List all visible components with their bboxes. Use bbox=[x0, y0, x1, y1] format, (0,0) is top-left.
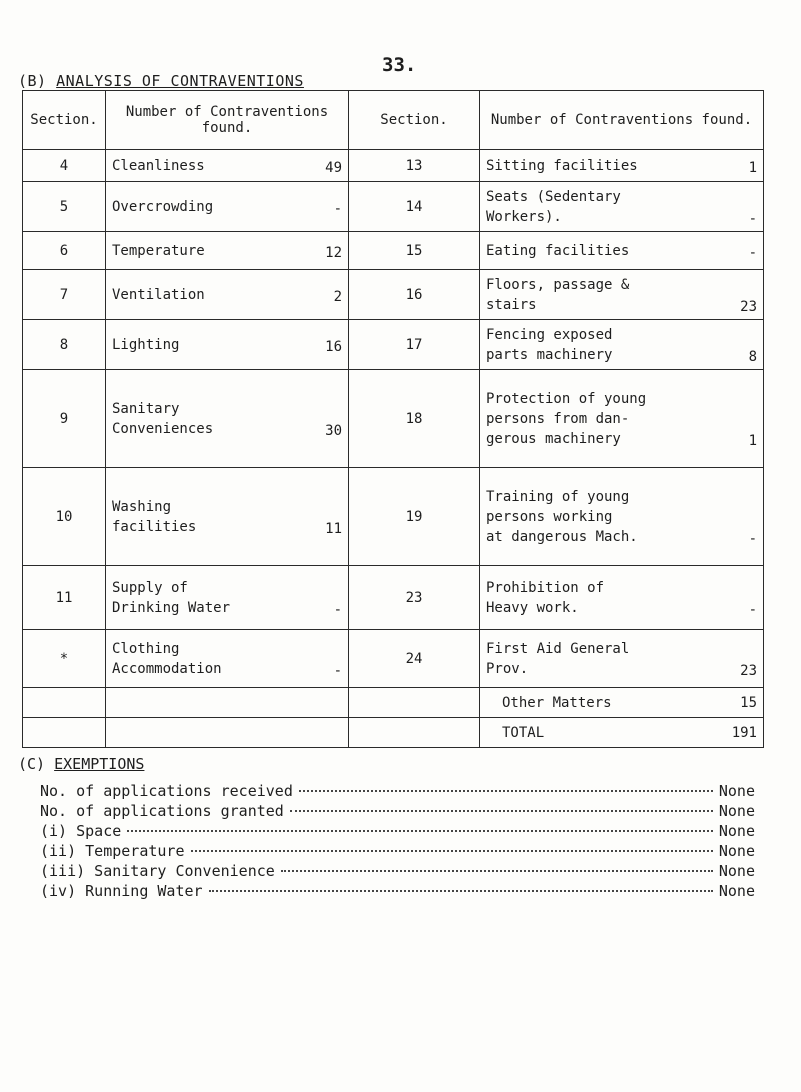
dot-leader bbox=[281, 870, 713, 872]
exemption-value: None bbox=[718, 822, 755, 840]
exemption-item bbox=[40, 842, 755, 862]
left-contravention-count: 16 bbox=[325, 338, 342, 355]
header-section-right: Section. bbox=[349, 91, 480, 150]
left-contravention-count: 11 bbox=[325, 520, 342, 537]
exemption-item bbox=[40, 862, 755, 882]
exemption-item bbox=[40, 882, 755, 902]
right-section-number: 23 bbox=[349, 566, 480, 630]
left-section-number: 6 bbox=[23, 232, 106, 270]
right-contravention-cell bbox=[480, 320, 764, 370]
left-section-number: 7 bbox=[23, 270, 106, 320]
left-contravention-cell bbox=[106, 630, 349, 688]
exemption-label: (iv) Running Water bbox=[40, 882, 203, 900]
exemption-label: No. of applications granted bbox=[40, 802, 284, 820]
right-contravention-cell bbox=[480, 370, 764, 468]
right-contravention-cell bbox=[480, 232, 764, 270]
right-section-number: 15 bbox=[349, 232, 480, 270]
table-row bbox=[23, 630, 764, 688]
right-contravention-cell bbox=[480, 182, 764, 232]
left-section-number: 9 bbox=[23, 370, 106, 468]
right-section-number: 19 bbox=[349, 468, 480, 566]
right-section-number: 16 bbox=[349, 270, 480, 320]
empty-cell bbox=[349, 688, 480, 718]
header-contraventions-left: Number of Contraventions found. bbox=[106, 91, 349, 150]
total-cell bbox=[480, 718, 764, 748]
right-contravention-cell bbox=[480, 270, 764, 320]
right-section-number: 17 bbox=[349, 320, 480, 370]
dot-leader bbox=[290, 810, 713, 812]
left-contravention-label: Overcrowding bbox=[112, 198, 214, 215]
table-header-row bbox=[23, 91, 764, 150]
left-contravention-cell bbox=[106, 232, 349, 270]
left-section-number: 4 bbox=[23, 150, 106, 182]
empty-cell bbox=[23, 718, 106, 748]
empty-cell bbox=[23, 688, 106, 718]
right-section-number: 24 bbox=[349, 630, 480, 688]
exemption-value: None bbox=[718, 782, 755, 800]
other-matters-label: Other Matters bbox=[502, 694, 612, 711]
left-contravention-count: 2 bbox=[333, 288, 342, 305]
empty-cell bbox=[106, 718, 349, 748]
right-contravention-label: Eating facilities bbox=[486, 242, 630, 259]
table-row bbox=[23, 370, 764, 468]
exemption-label: (iii) Sanitary Convenience bbox=[40, 862, 275, 880]
section-c-title: EXEMPTIONS bbox=[54, 755, 145, 773]
left-contravention-label: Clothing Accommodation bbox=[112, 640, 222, 677]
table-row bbox=[23, 150, 764, 182]
dot-leader bbox=[209, 890, 713, 892]
left-contravention-label: Cleanliness bbox=[112, 157, 205, 174]
dot-leader bbox=[127, 830, 713, 832]
exemption-label: No. of applications received bbox=[40, 782, 293, 800]
right-contravention-count: 1 bbox=[748, 432, 757, 449]
empty-cell bbox=[349, 718, 480, 748]
dot-leader bbox=[191, 850, 713, 852]
left-contravention-cell bbox=[106, 182, 349, 232]
total-row bbox=[23, 718, 764, 748]
section-c-prefix: (C) bbox=[18, 755, 46, 773]
other-matters-cell bbox=[480, 688, 764, 718]
right-section-number: 14 bbox=[349, 182, 480, 232]
exemption-item bbox=[40, 822, 755, 842]
right-contravention-label: Floors, passage & stairs bbox=[486, 276, 630, 313]
right-section-number: 13 bbox=[349, 150, 480, 182]
right-contravention-count: - bbox=[748, 601, 757, 618]
left-contravention-cell bbox=[106, 370, 349, 468]
right-contravention-label: Sitting facilities bbox=[486, 157, 638, 174]
other-matters-value: 15 bbox=[740, 694, 757, 711]
left-contravention-count: 12 bbox=[325, 244, 342, 261]
total-label: TOTAL bbox=[502, 724, 545, 741]
left-contravention-cell bbox=[106, 270, 349, 320]
left-contravention-count: - bbox=[333, 200, 342, 217]
right-contravention-cell bbox=[480, 468, 764, 566]
left-contravention-label: Sanitary Conveniences bbox=[112, 400, 214, 437]
left-contravention-cell bbox=[106, 320, 349, 370]
left-section-number: 10 bbox=[23, 468, 106, 566]
right-contravention-cell bbox=[480, 630, 764, 688]
left-section-number: 8 bbox=[23, 320, 106, 370]
exemptions-list bbox=[40, 782, 755, 902]
table-row bbox=[23, 468, 764, 566]
left-contravention-cell bbox=[106, 566, 349, 630]
right-contravention-count: - bbox=[748, 210, 757, 227]
right-contravention-count: - bbox=[748, 244, 757, 261]
exemption-item bbox=[40, 802, 755, 822]
right-contravention-label: Protection of young persons from dan- gerous machinery bbox=[486, 390, 647, 447]
right-contravention-count: - bbox=[748, 530, 757, 547]
right-section-number: 18 bbox=[349, 370, 480, 468]
left-contravention-label: Supply of Drinking Water bbox=[112, 579, 231, 616]
header-section-left: Section. bbox=[23, 91, 106, 150]
exemption-value: None bbox=[718, 882, 755, 900]
exemption-value: None bbox=[718, 862, 755, 880]
table-row bbox=[23, 320, 764, 370]
total-value: 191 bbox=[731, 724, 757, 741]
left-contravention-label: Washing facilities bbox=[112, 498, 197, 535]
left-section-number: * bbox=[23, 630, 106, 688]
left-section-number: 11 bbox=[23, 566, 106, 630]
table-row bbox=[23, 182, 764, 232]
right-contravention-count: 1 bbox=[748, 159, 757, 176]
exemption-value: None bbox=[718, 802, 755, 820]
left-contravention-label: Temperature bbox=[112, 242, 205, 259]
left-contravention-label: Lighting bbox=[112, 336, 180, 353]
section-b-heading bbox=[18, 72, 304, 90]
left-contravention-label: Ventilation bbox=[112, 286, 205, 303]
right-contravention-count: 8 bbox=[748, 348, 757, 365]
right-contravention-count: 23 bbox=[740, 662, 757, 679]
right-contravention-label: Fencing exposed parts machinery bbox=[486, 326, 613, 363]
dot-leader bbox=[299, 790, 713, 792]
left-contravention-count: 49 bbox=[325, 159, 342, 176]
section-b-title: ANALYSIS OF CONTRAVENTIONS bbox=[56, 72, 304, 90]
left-contravention-cell bbox=[106, 468, 349, 566]
section-b-prefix: (B) bbox=[18, 72, 47, 90]
exemption-value: None bbox=[718, 842, 755, 860]
left-contravention-count: 30 bbox=[325, 422, 342, 439]
exemption-label: (ii) Temperature bbox=[40, 842, 185, 860]
right-contravention-label: Training of young persons working at dangerous Mach. bbox=[486, 488, 638, 545]
table-row bbox=[23, 566, 764, 630]
header-contraventions-right: Number of Contraventions found. bbox=[480, 91, 764, 150]
section-c-heading bbox=[18, 755, 144, 773]
left-contravention-count: - bbox=[333, 662, 342, 679]
empty-cell bbox=[106, 688, 349, 718]
other-matters-row bbox=[23, 688, 764, 718]
right-contravention-count: 23 bbox=[740, 298, 757, 315]
right-contravention-label: Seats (Sedentary Workers). bbox=[486, 188, 621, 225]
table-row bbox=[23, 232, 764, 270]
exemption-label: (i) Space bbox=[40, 822, 122, 840]
contraventions-table bbox=[22, 90, 764, 748]
exemption-item bbox=[40, 782, 755, 802]
table-row bbox=[23, 270, 764, 320]
left-section-number: 5 bbox=[23, 182, 106, 232]
right-contravention-label: Prohibition of Heavy work. bbox=[486, 579, 605, 616]
table-body bbox=[23, 150, 764, 748]
left-contravention-cell bbox=[106, 150, 349, 182]
right-contravention-cell bbox=[480, 150, 764, 182]
right-contravention-label: First Aid General Prov. bbox=[486, 640, 630, 677]
left-contravention-count: - bbox=[333, 601, 342, 618]
right-contravention-cell bbox=[480, 566, 764, 630]
page-number: 33. bbox=[382, 54, 417, 76]
